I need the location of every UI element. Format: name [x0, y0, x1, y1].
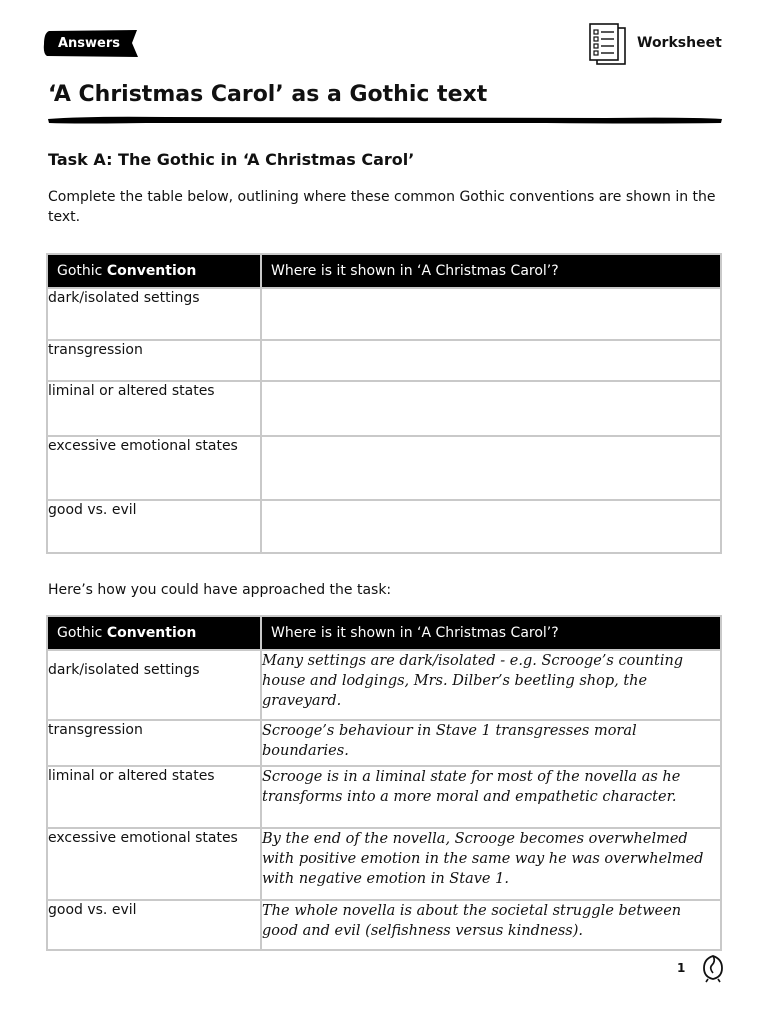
answer-text: Many settings are dark/isolated - e.g. Scrooge’s counting house and lodgings, Mrs. Dilber’s beetling shop, the graveyard. [261, 650, 721, 720]
table-row [47, 500, 721, 553]
table-row [47, 900, 721, 950]
leaf-logo-icon [700, 953, 726, 987]
convention-cell: good vs. evil [47, 900, 261, 950]
answer-text: Scrooge is in a liminal state for most of the novella as he transforms into a more moral and empathetic character. [261, 766, 721, 828]
header-gothic-convention: Gothic Convention [47, 616, 261, 650]
answer-text: Scrooge’s behaviour in Stave 1 transgresses moral boundaries. [261, 720, 721, 766]
header-where-shown: Where is it shown in ‘A Christmas Carol’? [261, 254, 721, 288]
convention-cell: excessive emotional states [47, 436, 261, 500]
convention-cell: good vs. evil [47, 500, 261, 553]
table-row [47, 340, 721, 381]
answers-badge-label: Answers [57, 36, 121, 51]
header-gothic-convention: Gothic Convention [47, 254, 261, 288]
answer-text: By the end of the novella, Scrooge becomes overwhelmed with positive emotion in the same way he was overwhelmed with negative emotion in Stave 1. [261, 828, 721, 900]
conventions-table-empty [46, 253, 722, 554]
worksheet-label: Worksheet [637, 35, 722, 51]
title-brush-rule [46, 114, 724, 126]
convention-cell: dark/isolated settings [47, 650, 261, 720]
convention-cell: dark/isolated settings [47, 288, 261, 340]
answer-field[interactable] [261, 288, 721, 340]
conventions-table-answers [46, 615, 722, 951]
task-instructions: Complete the table below, outlining where these common Gothic conventions are shown in the text. [48, 189, 716, 225]
answers-badge [43, 30, 139, 57]
answer-text: The whole novella is about the societal struggle between good and evil (selfishness versus kindness). [261, 900, 721, 950]
header-where-shown: Where is it shown in ‘A Christmas Carol’? [261, 616, 721, 650]
worksheet-icon [587, 22, 629, 70]
convention-cell: liminal or altered states [47, 381, 261, 436]
page-title: ‘A Christmas Carol’ as a Gothic text [48, 82, 488, 107]
table-row [47, 766, 721, 828]
answer-field[interactable] [261, 340, 721, 381]
table-row [47, 828, 721, 900]
answer-field[interactable] [261, 500, 721, 553]
convention-cell: transgression [47, 340, 261, 381]
table-row [47, 650, 721, 720]
table-row [47, 381, 721, 436]
convention-cell: excessive emotional states [47, 828, 261, 900]
table-row [47, 720, 721, 766]
table-row [47, 288, 721, 340]
answer-field[interactable] [261, 436, 721, 500]
page-number: 1 [677, 961, 686, 975]
task-title: Task A: The Gothic in ‘A Christmas Carol’ [48, 150, 415, 169]
answer-field[interactable] [261, 381, 721, 436]
approach-intro: Here’s how you could have approached the task: [48, 582, 392, 598]
table-row [47, 436, 721, 500]
convention-cell: liminal or altered states [47, 766, 261, 828]
convention-cell: transgression [47, 720, 261, 766]
